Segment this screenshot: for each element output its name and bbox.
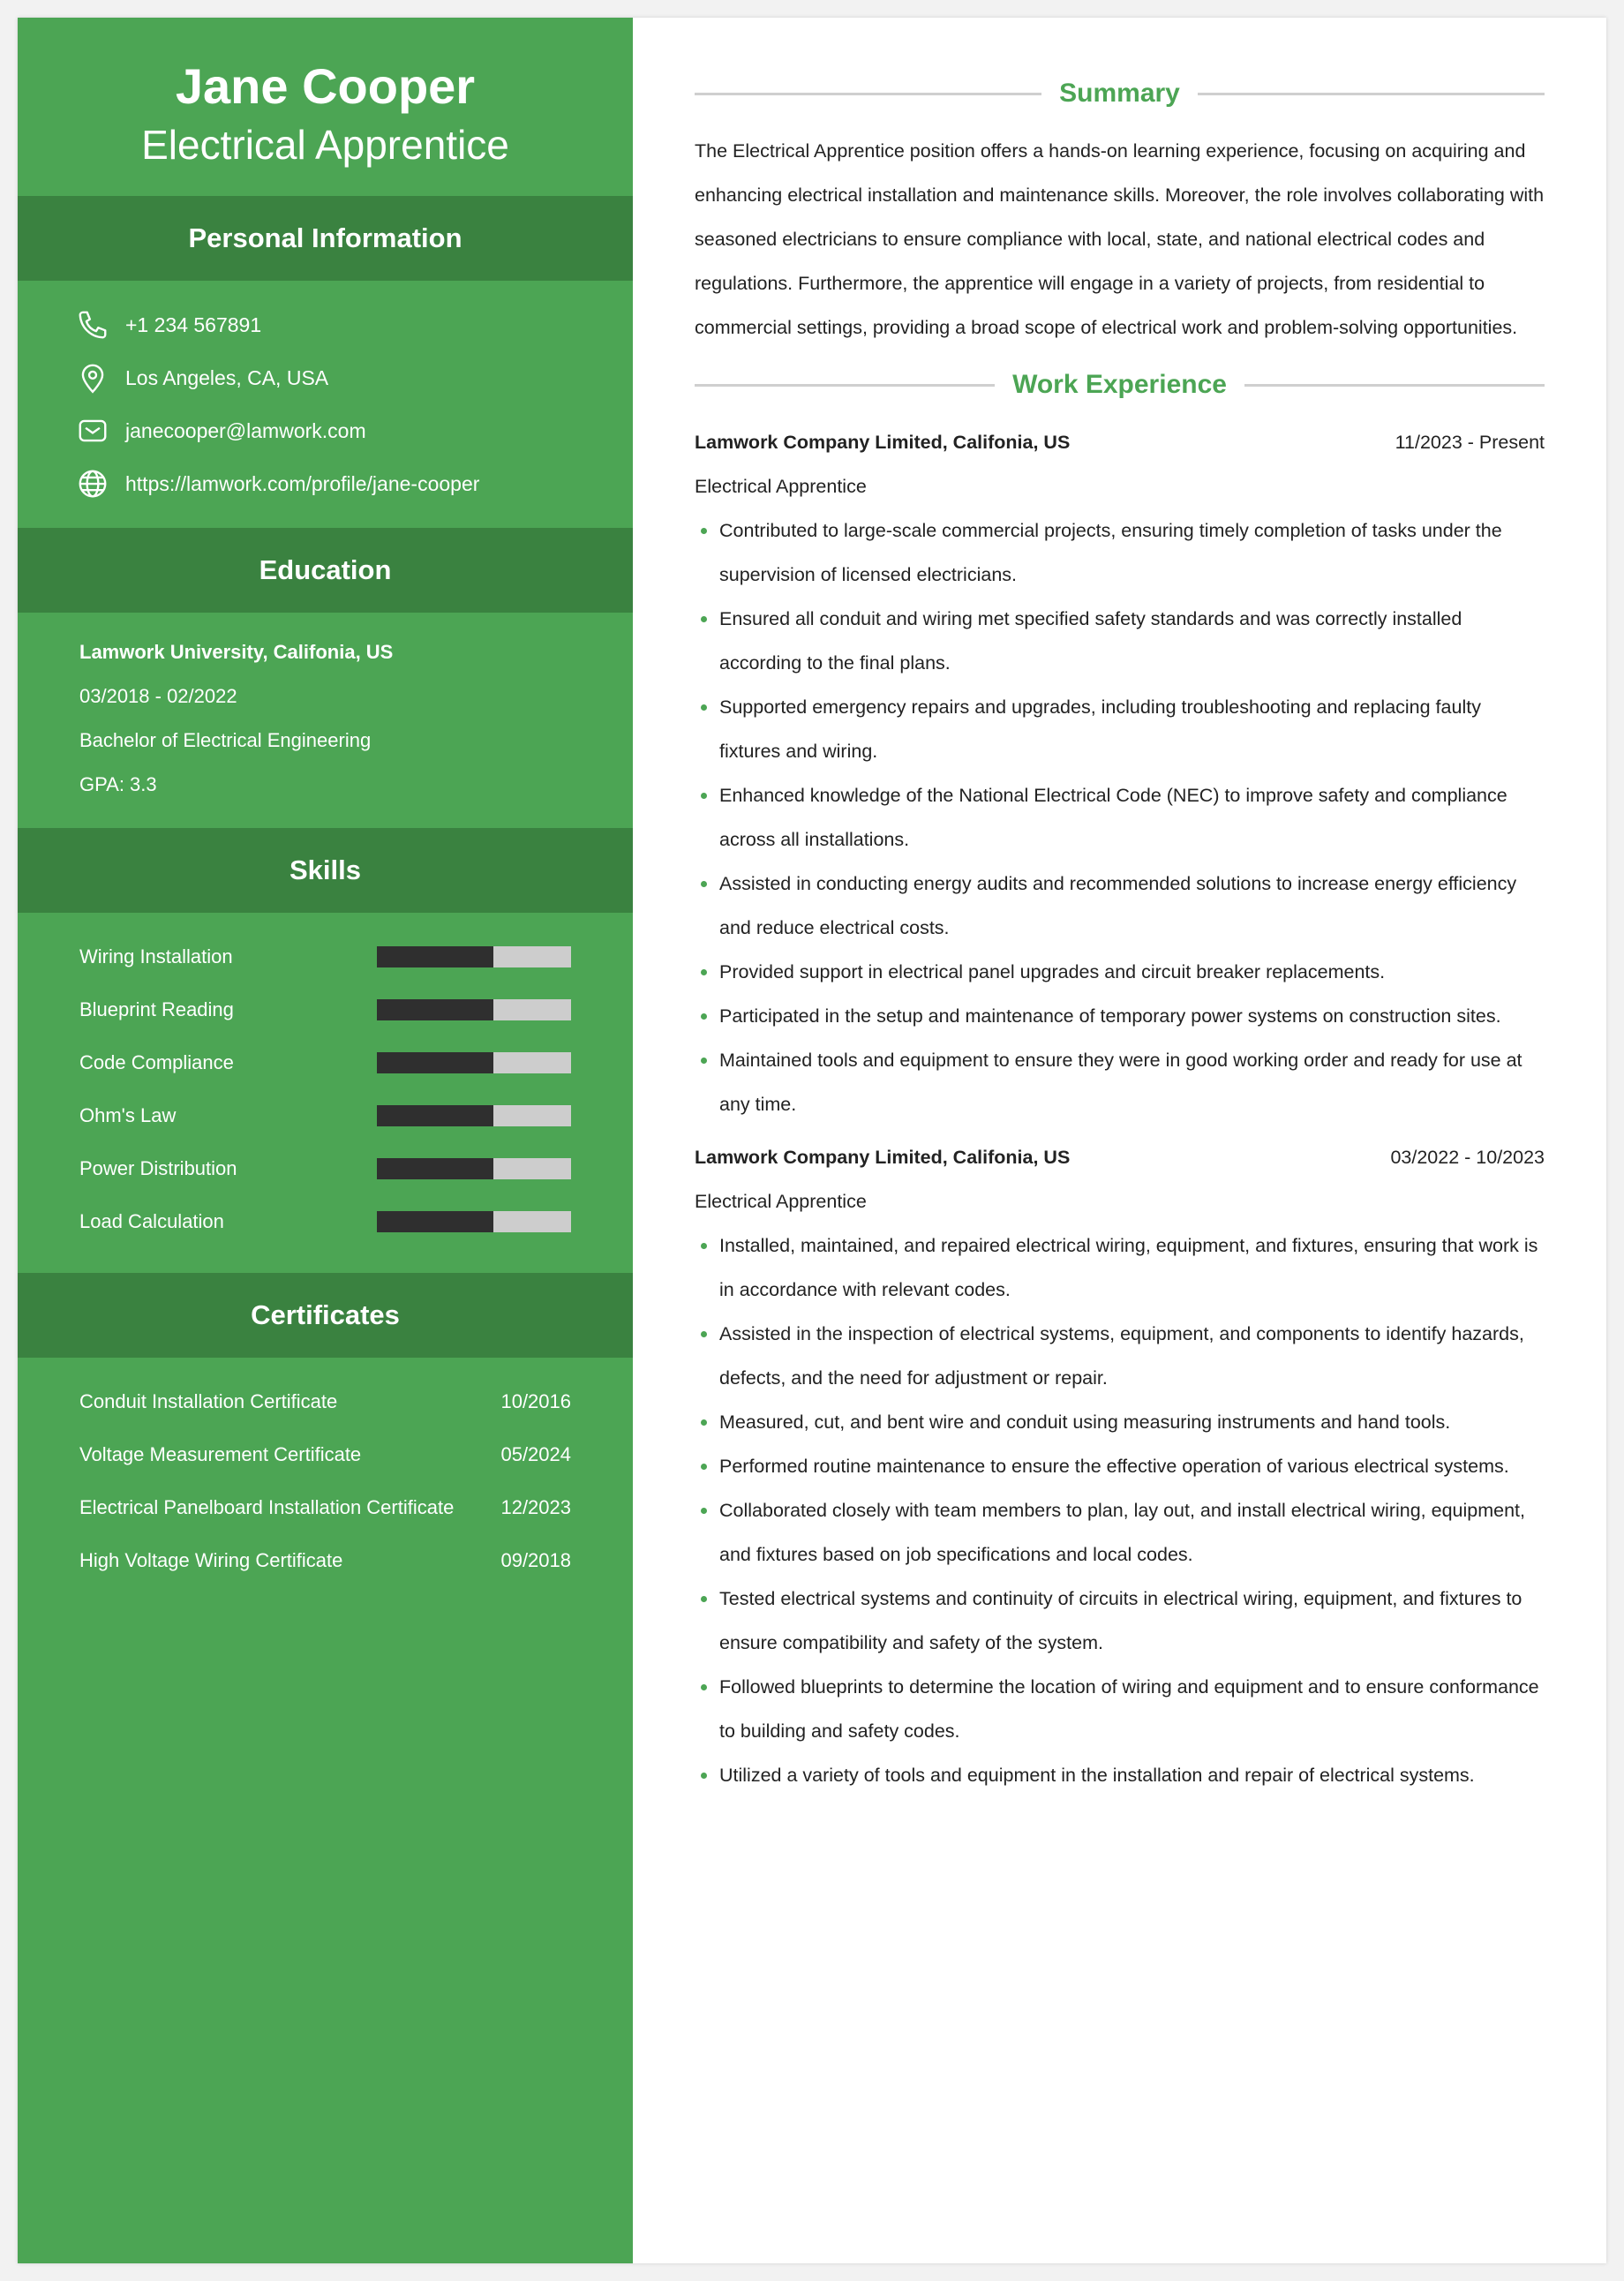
- job-bullet: Contributed to large-scale commercial projects, ensuring timely completion of tasks under the supervision of licensed electricians.: [695, 508, 1545, 597]
- job-bullets: [695, 508, 1545, 1126]
- education-degree: Bachelor of Electrical Engineering: [79, 729, 372, 751]
- job-bullet: Tested electrical systems and continuity of circuits in electrical wiring, equipment, and fixtures to ensure compatibility and safety of the system.: [695, 1577, 1545, 1665]
- phone-icon: [76, 308, 109, 342]
- email-link[interactable]: janecooper@lamwork.com: [125, 418, 366, 442]
- skill-name: Power Distribution: [79, 1157, 237, 1179]
- skills-heading: Skills: [18, 828, 633, 913]
- certificate-item: [79, 1534, 571, 1587]
- resume-header: [18, 18, 633, 196]
- resume-page: [18, 18, 1606, 2263]
- divider-line: [1198, 93, 1545, 95]
- certificates-heading: Certificates: [18, 1273, 633, 1358]
- job-dates: 11/2023 - Present: [1395, 431, 1545, 453]
- main-content: [633, 18, 1606, 2263]
- skill-name: Ohm's Law: [79, 1104, 177, 1126]
- job-bullet: Followed blueprints to determine the location of wiring and equipment and to ensure conformance to building and safety codes.: [695, 1665, 1545, 1753]
- skill-item: [79, 930, 571, 983]
- globe-icon: [76, 467, 109, 501]
- skill-item: [79, 1089, 571, 1142]
- certificate-name: Electrical Panelboard Installation Certificate: [79, 1496, 455, 1518]
- summary-title: Summary: [1059, 79, 1180, 108]
- job-bullet: Utilized a variety of tools and equipment in the installation and repair of electrical systems.: [695, 1753, 1545, 1797]
- personal-info-heading: Personal Information: [18, 196, 633, 281]
- job-header: [695, 420, 1545, 464]
- location-pin-icon: [76, 361, 109, 395]
- candidate-role: Electrical Apprentice: [141, 122, 509, 168]
- job-position: Electrical Apprentice: [695, 1191, 867, 1212]
- certificate-name: High Voltage Wiring Certificate: [79, 1549, 343, 1571]
- certificate-date: 05/2024: [500, 1443, 571, 1465]
- certificate-date: 12/2023: [500, 1496, 571, 1518]
- job-bullet: Enhanced knowledge of the National Electrical Code (NEC) to improve safety and compliance across all installations.: [695, 773, 1545, 862]
- job-bullet: Ensured all conduit and wiring met specified safety standards and was correctly installed according to the final plans.: [695, 597, 1545, 685]
- sidebar: [18, 18, 633, 2263]
- job-entry: [695, 420, 1545, 1126]
- job-position: Electrical Apprentice: [695, 476, 867, 497]
- certificate-date: 09/2018: [500, 1549, 571, 1571]
- divider-line: [1244, 384, 1545, 387]
- job-bullet: Maintained tools and equipment to ensure they were in good working order and ready for use at any time.: [695, 1038, 1545, 1126]
- envelope-icon: [76, 414, 109, 448]
- job-bullet: Installed, maintained, and repaired electrical wiring, equipment, and fixtures, ensuring that work is in accordance with relevant codes.: [695, 1223, 1545, 1312]
- job-bullet: Collaborated closely with team members to plan, lay out, and install electrical wiring, equipment, and fixtures based on job specifications and local codes.: [695, 1488, 1545, 1577]
- certificate-name: Voltage Measurement Certificate: [79, 1443, 362, 1465]
- education-entry: [18, 613, 633, 828]
- job-header: [695, 1135, 1545, 1179]
- job-bullet: Measured, cut, and bent wire and conduit using measuring instruments and hand tools.: [695, 1400, 1545, 1444]
- skill-level-bar: [377, 1105, 571, 1126]
- education-gpa: GPA: 3.3: [79, 773, 157, 795]
- skill-item: [79, 983, 571, 1036]
- education-school: Lamwork University, Califonia, US: [79, 641, 394, 663]
- summary-text: The Electrical Apprentice position offers a hands-on learning experience, focusing on acquiring and enhancing electrical installation and maintenance skills. Moreover, the role involves collaborating with seasoned electricians to ensure compliance with local, state, and national electrical codes and regulations. Furthermore, the apprentice will engage in a variety of projects, from residential to commercial settings, providing a broad scope of electrical work and problem-solving opportunities.: [695, 140, 1545, 338]
- skill-level-bar: [377, 1211, 571, 1232]
- candidate-name: Jane Cooper: [175, 58, 476, 114]
- job-bullet: Provided support in electrical panel upgrades and circuit breaker replacements.: [695, 950, 1545, 994]
- contact-website: [18, 457, 633, 510]
- job-bullet: Assisted in conducting energy audits and recommended solutions to increase energy efficiency and reduce electrical costs.: [695, 862, 1545, 950]
- certificates-list: [18, 1358, 633, 1605]
- skill-name: Code Compliance: [79, 1051, 234, 1073]
- certificate-item: [79, 1428, 571, 1481]
- education-dates: 03/2018 - 02/2022: [79, 685, 237, 707]
- divider-line: [695, 93, 1041, 95]
- contact-phone: [18, 298, 633, 351]
- job-company: Lamwork Company Limited, Califonia, US: [695, 431, 1071, 453]
- job-company: Lamwork Company Limited, Califonia, US: [695, 1146, 1071, 1168]
- education-heading: Education: [18, 528, 633, 613]
- location-text: Los Angeles, CA, USA: [125, 365, 329, 389]
- job-bullets: [695, 1223, 1545, 1797]
- divider-line: [695, 384, 995, 387]
- job-bullet: Performed routine maintenance to ensure the effective operation of various electrical systems.: [695, 1444, 1545, 1488]
- certificate-item: [79, 1481, 571, 1534]
- skill-level-bar: [377, 946, 571, 967]
- contact-email: [18, 404, 633, 457]
- skill-name: Load Calculation: [79, 1210, 224, 1232]
- skill-level-bar: [377, 1158, 571, 1179]
- skill-name: Blueprint Reading: [79, 998, 234, 1020]
- job-entry: [695, 1135, 1545, 1797]
- contact-location: [18, 351, 633, 404]
- job-bullet: Supported emergency repairs and upgrades, including troubleshooting and replacing faulty fixtures and wiring.: [695, 685, 1545, 773]
- skill-item: [79, 1036, 571, 1089]
- contact-list: [18, 281, 633, 528]
- skill-level-bar: [377, 1052, 571, 1073]
- skill-item: [79, 1195, 571, 1248]
- experience-title: Work Experience: [1012, 370, 1227, 399]
- certificate-name: Conduit Installation Certificate: [79, 1390, 338, 1412]
- job-bullet: Participated in the setup and maintenance of temporary power systems on construction sites.: [695, 994, 1545, 1038]
- skill-item: [79, 1142, 571, 1195]
- phone-text: +1 234 567891: [125, 312, 262, 336]
- job-dates: 03/2022 - 10/2023: [1390, 1146, 1545, 1168]
- skills-list: [18, 913, 633, 1273]
- skill-name: Wiring Installation: [79, 945, 233, 967]
- experience-heading: [695, 358, 1545, 411]
- job-bullet: Assisted in the inspection of electrical systems, equipment, and components to identify hazards, defects, and the need for adjustment or repair.: [695, 1312, 1545, 1400]
- skill-level-bar: [377, 999, 571, 1020]
- certificate-item: [79, 1375, 571, 1428]
- summary-heading: [695, 67, 1545, 120]
- website-link[interactable]: https://lamwork.com/profile/jane-cooper: [125, 471, 480, 495]
- certificate-date: 10/2016: [500, 1390, 571, 1412]
